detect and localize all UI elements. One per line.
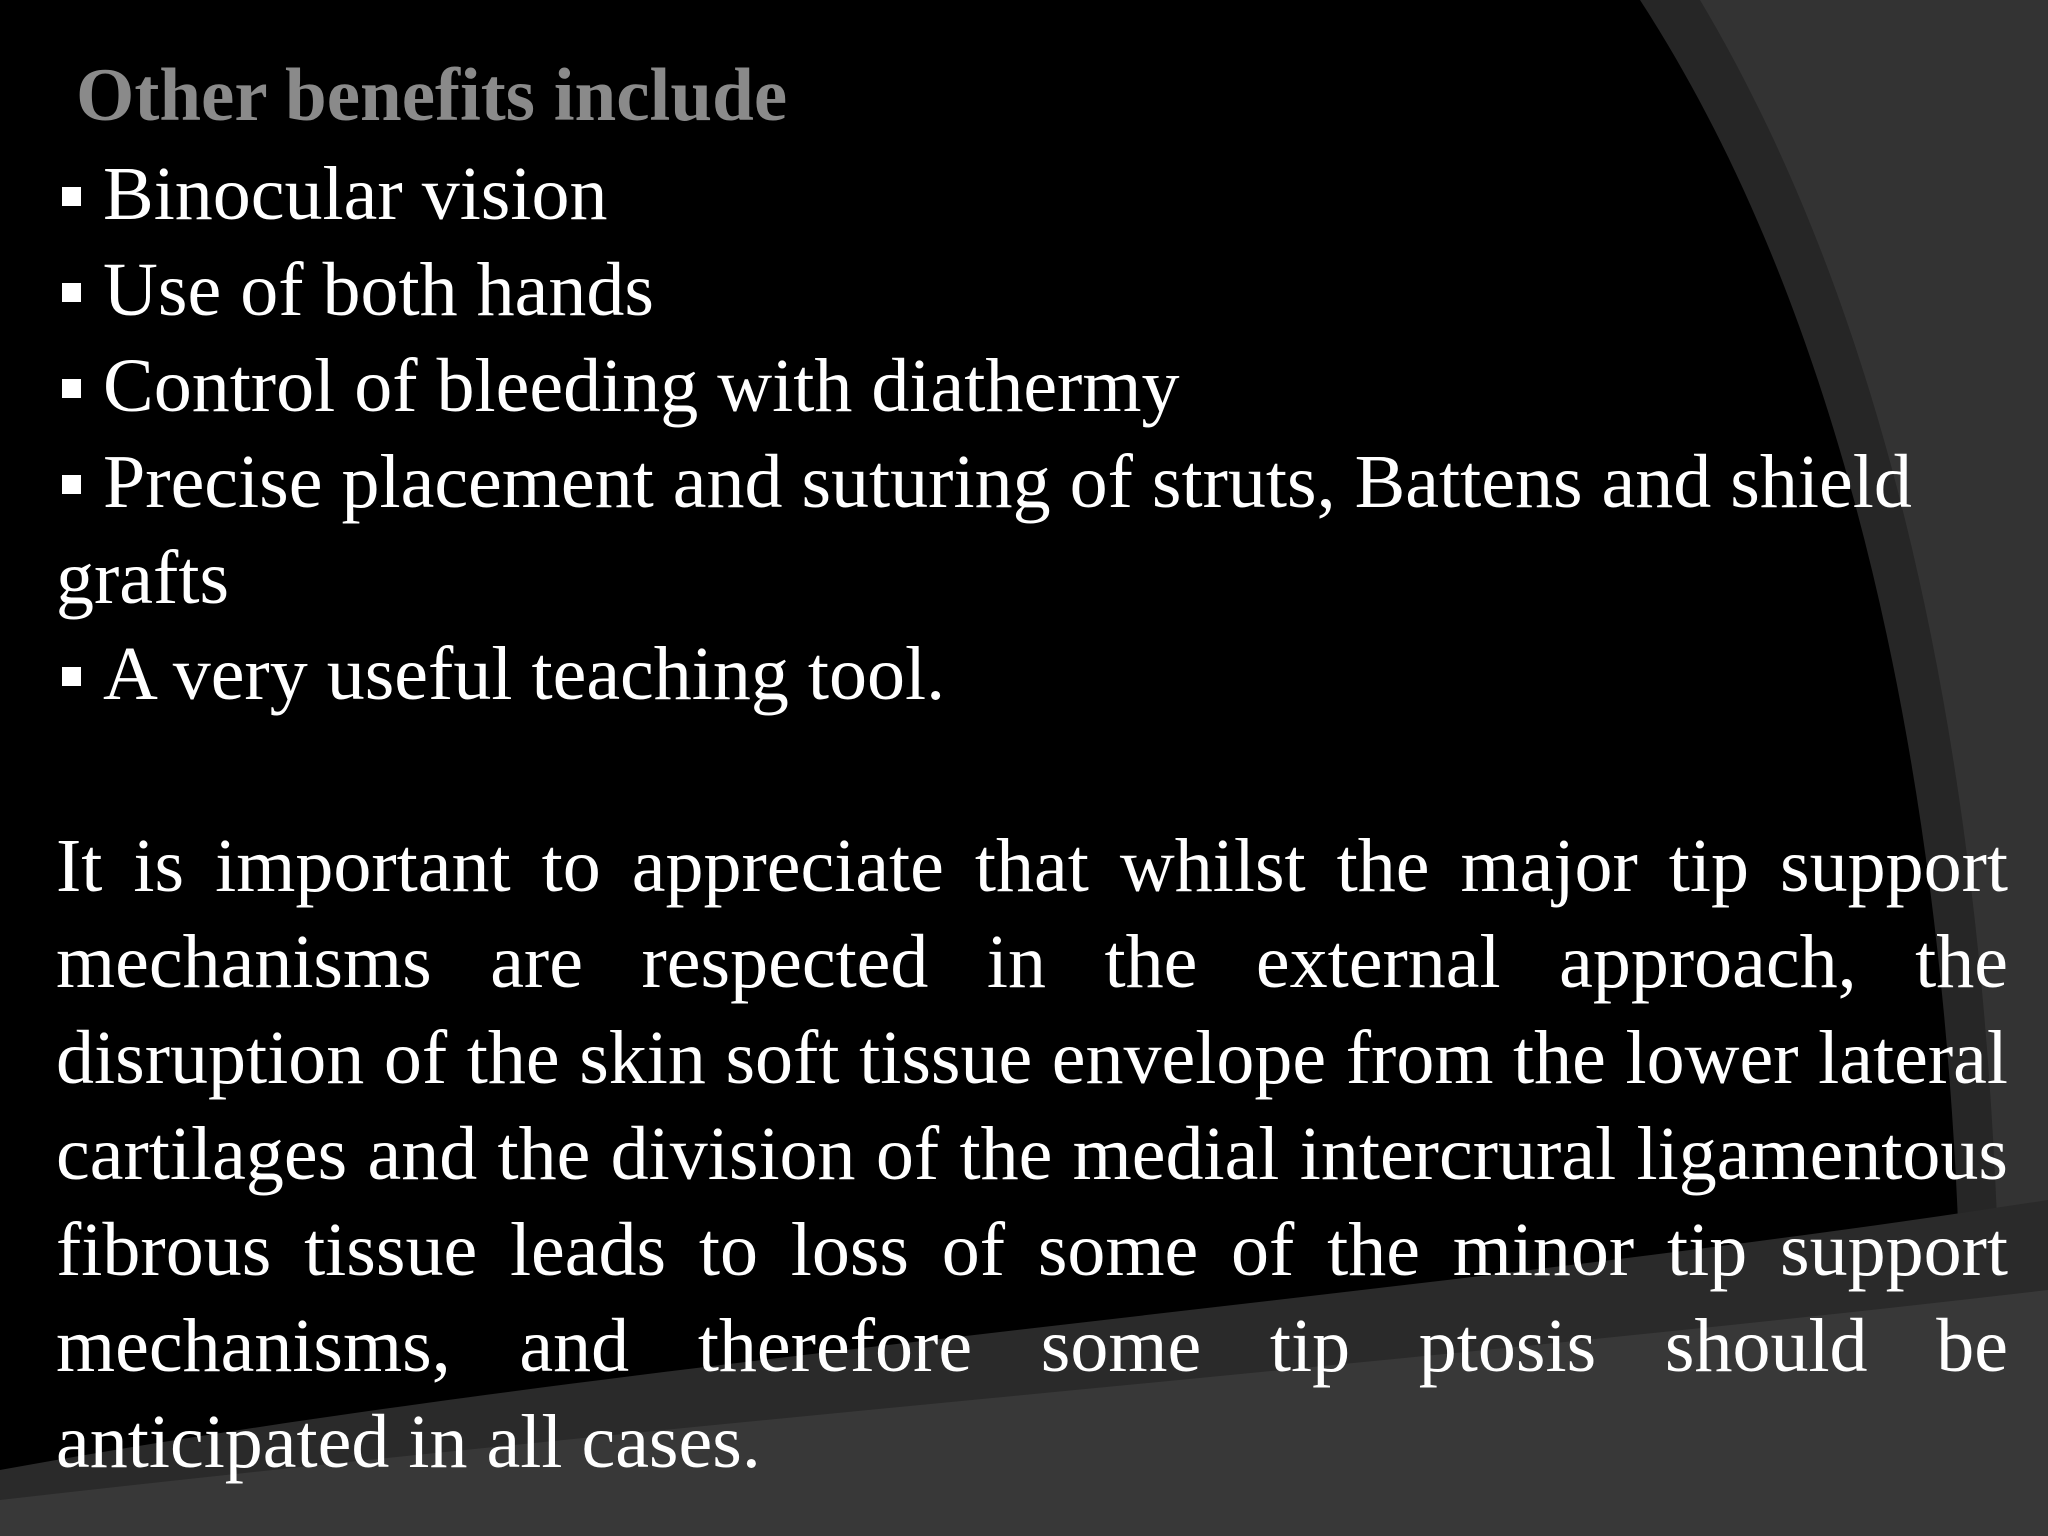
list-item-text: Precise placement and suturing of struts, Battens and shield grafts [56, 440, 1912, 620]
slide-heading: Other benefits include [76, 54, 788, 137]
list-item [56, 146, 2008, 242]
body-paragraph: It is important to appreciate that whilst the major tip support mechanisms are respected in the external approach, the disruption of the skin soft tissue envelope from the lower lateral cartilages and the division of the medial intercrural ligamentous fibrous tissue leads to loss of some of the minor tip support mechanisms, and therefore some tip ptosis should be anticipated in all cases. [56, 824, 2008, 1484]
list-item [56, 626, 2008, 722]
list-item [56, 242, 2008, 338]
square-bullet-icon [62, 283, 81, 302]
benefits-list [56, 146, 2008, 722]
list-item [56, 338, 2008, 434]
list-item-text: Control of bleeding with diathermy [103, 344, 1180, 428]
slide-content [56, 46, 2008, 1490]
list-item-text: A very useful teaching tool. [103, 632, 946, 716]
list-item [56, 434, 2008, 626]
list-item-text: Use of both hands [103, 248, 654, 332]
square-bullet-icon [62, 187, 81, 206]
square-bullet-icon [62, 667, 81, 686]
square-bullet-icon [62, 379, 81, 398]
square-bullet-icon [62, 475, 81, 494]
list-item-text: Binocular vision [103, 152, 608, 236]
